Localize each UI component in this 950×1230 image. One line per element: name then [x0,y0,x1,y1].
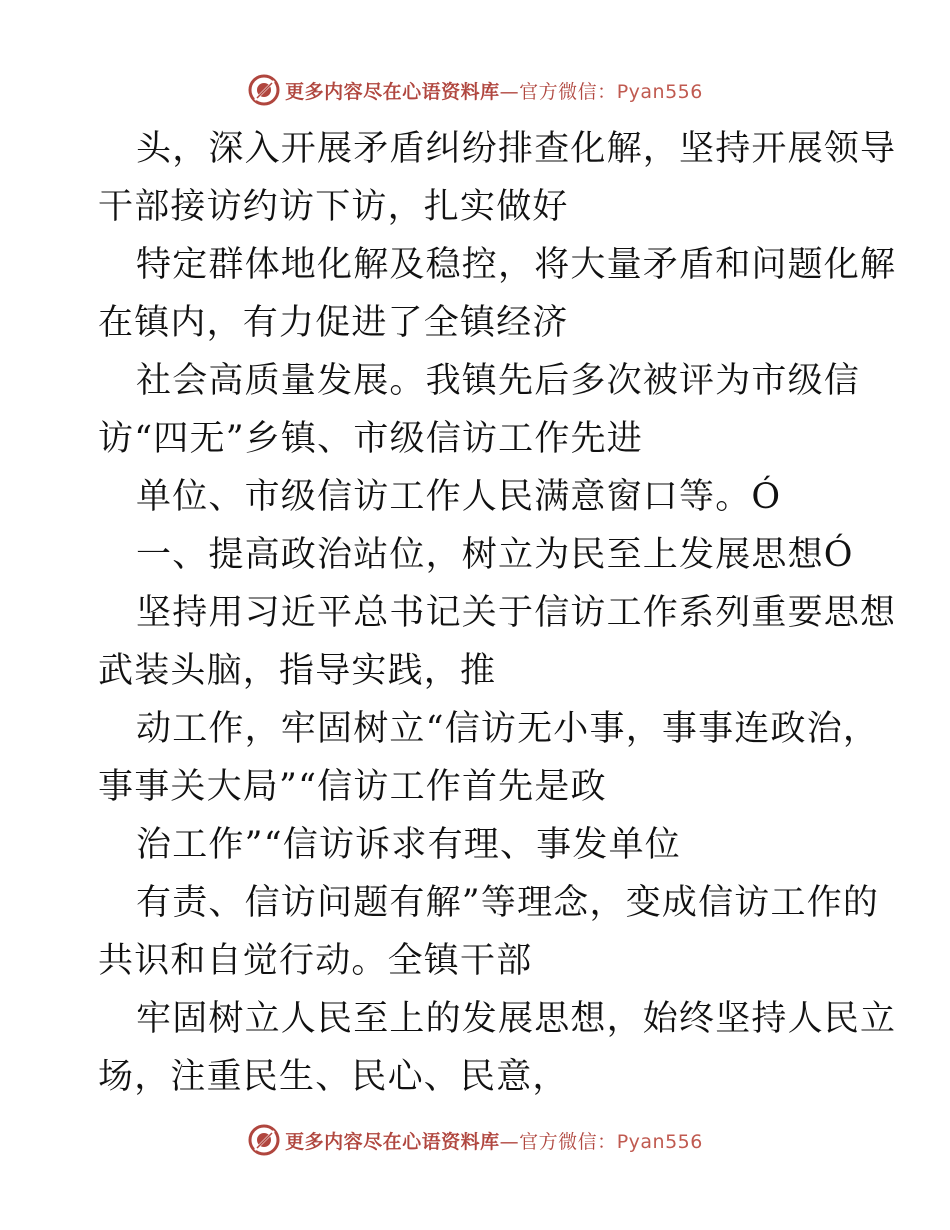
watermark-channel: 官方微信： [519,1130,617,1153]
header-watermark [0,70,950,110]
brand-logo-icon [247,1123,281,1157]
text-line: 有责、信访问题有解”等理念，变成信访工作的 [136,883,880,923]
watermark-account: Pyan556 [616,80,703,103]
text-line: 特定群体地化解及稳控，将大量矛盾和问题化解 [136,245,897,285]
text-line: 动工作，牢固树立“信访无小事，事事连政治， [136,709,880,749]
watermark-account: Pyan556 [616,1130,703,1153]
text-line: 在镇内，有力促进了全镇经济 [98,303,569,343]
watermark-brand: 更多内容尽在心语资料库 [285,1130,500,1153]
watermark-text [285,77,703,104]
text-line: 场，注重民生、民心、民意， [98,1057,569,1097]
body-text [98,120,897,1106]
watermark-channel: 官方微信： [519,80,617,103]
text-line: 坚持用习近平总书记关于信访工作系列重要思想 [136,593,897,633]
watermark-separator: — [499,1130,520,1153]
text-line: 访“四无”乡镇、市级信访工作先进 [98,419,643,459]
text-line: 干部接访约访下访，扎实做好 [98,187,569,227]
watermark-text [285,1127,703,1154]
text-line: 武装头脑，指导实践，推 [98,651,497,691]
brand-logo-icon [247,73,281,107]
text-line: 社会高质量发展。我镇先后多次被评为市级信 [136,361,861,401]
footer-watermark [0,1120,950,1160]
text-line: 牢固树立人民至上的发展思想，始终坚持人民立 [136,999,897,1039]
watermark-brand: 更多内容尽在心语资料库 [285,80,500,103]
watermark-separator: — [499,80,520,103]
text-line: 事事关大局”“信访工作首先是政 [98,767,607,807]
text-line: 共识和自觉行动。全镇干部 [98,941,533,981]
text-line: 一、提高政治站位，树立为民至上发展思想Ó [136,535,854,575]
text-line: 头，深入开展矛盾纠纷排查化解，坚持开展领导 [136,129,897,169]
text-line: 治工作”“信访诉求有理、事发单位 [136,825,681,865]
text-line: 单位、市级信访工作人民满意窗口等。Ó [136,477,782,517]
